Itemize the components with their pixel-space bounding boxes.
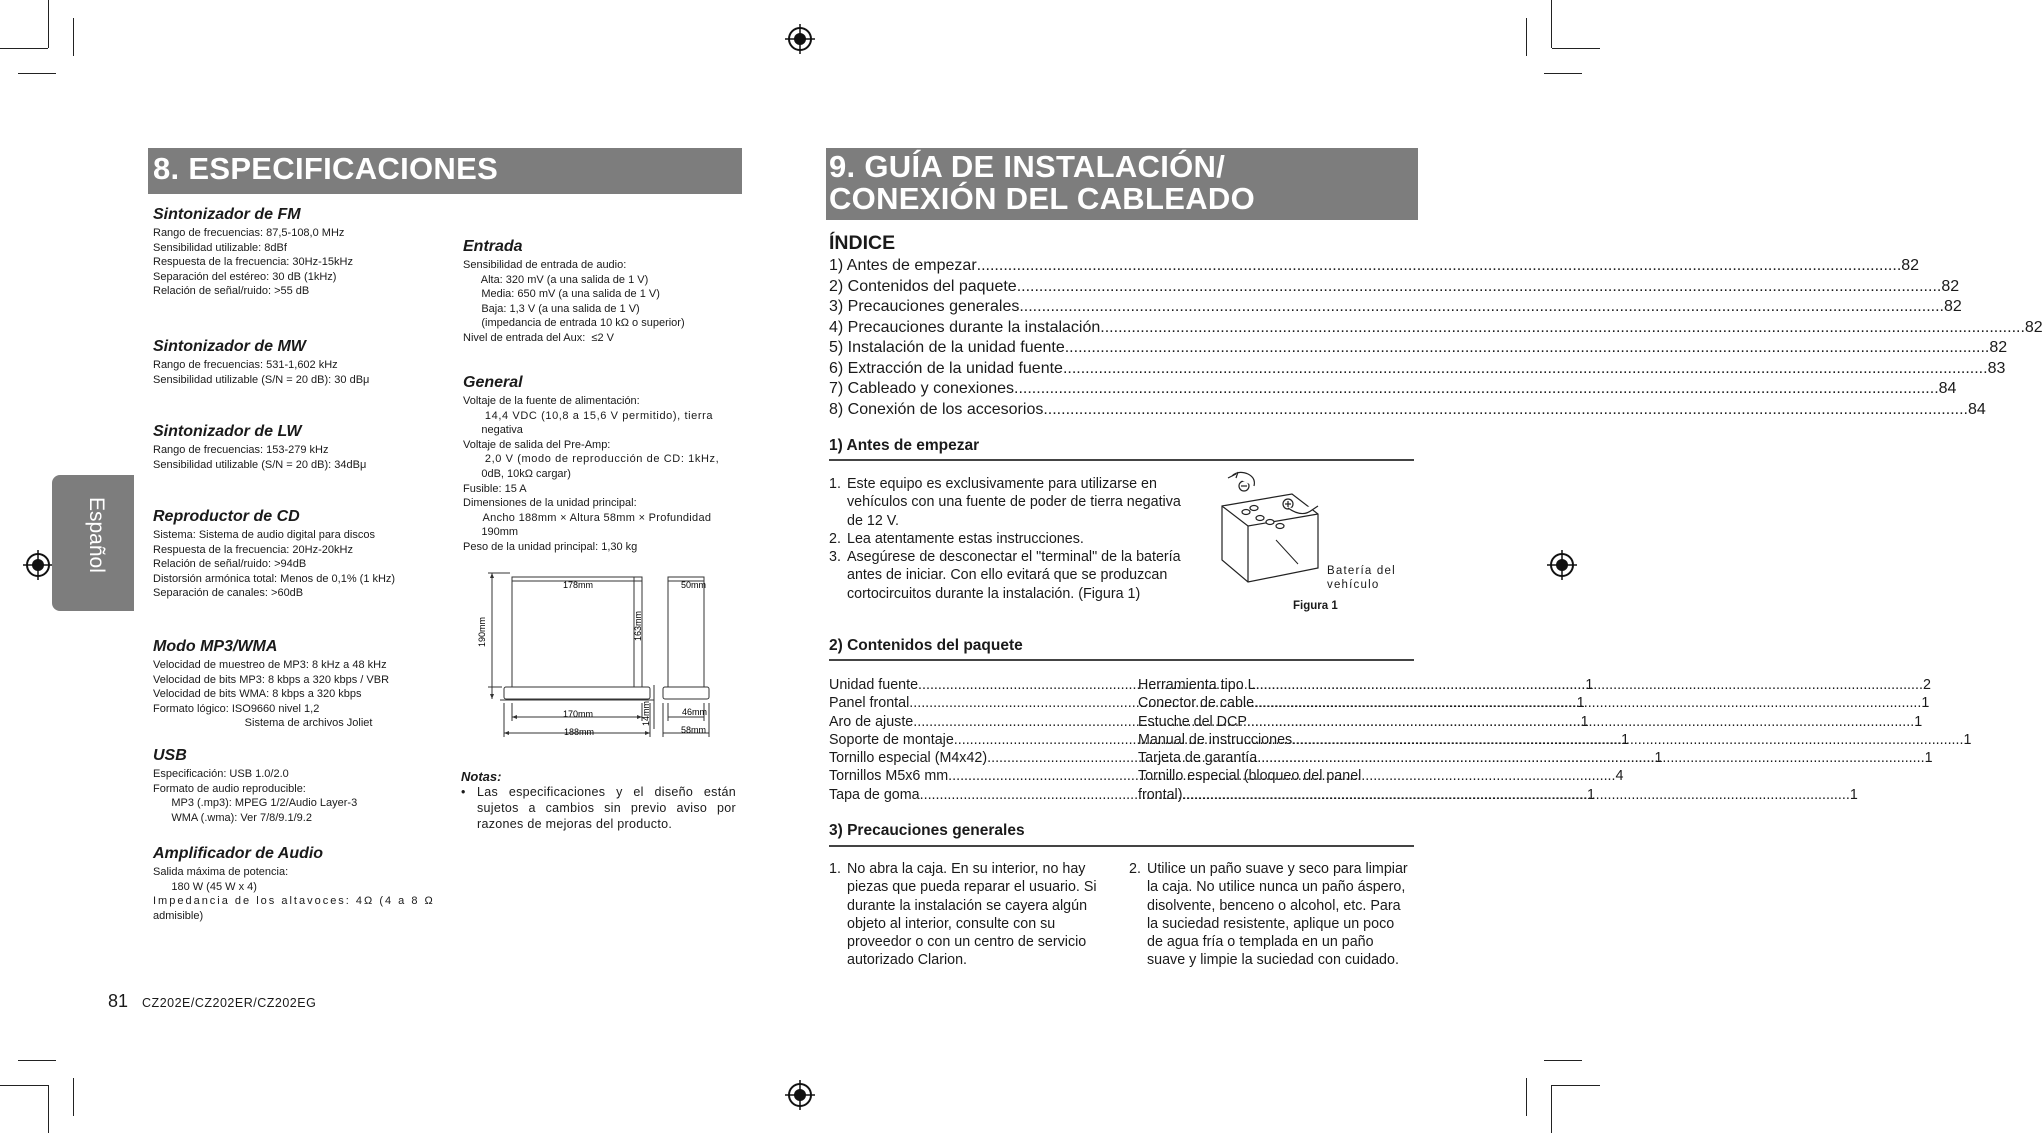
battery-illustration <box>1214 468 1324 608</box>
dim-label-14: 14mm <box>641 700 651 726</box>
spec-line: Respuesta de la frecuencia: 20Hz-20kHz <box>153 543 353 556</box>
spec-line: Formato lógico: ISO9660 nivel 1,2 <box>153 702 320 715</box>
spec-line: Rango de frecuencias: 87,5-108,0 MHz <box>153 227 345 239</box>
spec-line: Sensibilidad de entrada de audio: <box>463 259 627 271</box>
spec-line: negativa <box>463 424 523 437</box>
spec-heading: Sintonizador de MW <box>153 338 306 355</box>
package-item: Tarjeta de garantía ..... 1 <box>1138 749 1410 767</box>
package-item: Soporte de montaje ..... 1 <box>829 731 1102 749</box>
spec-line: Respuesta de la frecuencia: 30Hz-15kHz <box>153 256 353 269</box>
side-tab-label: Español <box>85 497 108 573</box>
index-item: 1) Antes de empezar ..... 82 <box>829 256 1323 277</box>
dim-label-170: 170mm <box>563 709 594 719</box>
spec-line: Velocidad de bits WMA: 8 kbps a 320 kbps <box>153 688 362 701</box>
section-title-contenidos: 2) Contenidos del paquete <box>829 637 1023 654</box>
spec-line: Especificación: USB 1.0/2.0 <box>153 768 289 780</box>
package-item: Tapa de goma ..... 1 <box>829 786 1102 804</box>
spec-line: Rango de frecuencias: 153-279 kHz <box>153 444 329 456</box>
spec-line: 14,4 VDC (10,8 a 15,6 V permitido), tierra <box>463 409 714 422</box>
spec-line: Nivel de entrada del Aux: ≤2 V <box>463 331 614 344</box>
spec-block-mp3 <box>153 638 389 731</box>
registration-mark-top <box>785 24 815 54</box>
spec-block-usb <box>153 747 357 825</box>
spec-block-mw <box>153 338 369 387</box>
spec-line: Relación de señal/ruido: >55 dB <box>153 285 310 298</box>
index-item: 3) Precauciones generales ..... 82 <box>829 297 1323 318</box>
spec-line: Formato de audio reproducible: <box>153 782 306 795</box>
index-item: 4) Precauciones durante la instalación ..... 82 <box>829 318 1323 339</box>
section-rule <box>829 459 1414 461</box>
section-title-antes: 1) Antes de empezar <box>829 437 980 454</box>
spec-heading: Reproductor de CD <box>153 508 300 525</box>
specs-banner <box>148 148 742 194</box>
dim-label-163: 163mm <box>633 610 643 641</box>
install-title-line1: 9. GUÍA DE INSTALACIÓN/ <box>829 149 1226 184</box>
spec-heading: Entrada <box>463 238 523 255</box>
install-banner <box>826 148 1418 220</box>
spec-line: Velocidad de bits MP3: 8 kbps a 320 kbps / VBR <box>153 673 390 686</box>
package-item: Panel frontal ..... 1 <box>829 694 1102 712</box>
spec-line: Sistema: Sistema de audio digital para discos <box>153 529 375 541</box>
spec-line: Alta: 320 mV (a una salida de 1 V) <box>463 273 649 286</box>
page-number: 81 <box>108 991 129 1011</box>
index-item: 5) Instalación de la unidad fuente ..... 82 <box>829 338 1323 359</box>
package-item: Tornillo especial (M4x42) ..... 1 <box>829 749 1102 767</box>
spec-line: Voltaje de la fuente de alimentación: <box>463 395 640 407</box>
list-item: 2. Lea atentamente estas instrucciones. <box>829 530 1084 547</box>
spec-heading: Sintonizador de FM <box>153 206 301 223</box>
battery-label: Batería del vehículo <box>1327 565 1396 591</box>
package-item: Unidad fuente ..... 1 <box>829 676 1102 694</box>
spec-line: admisible) <box>153 909 204 922</box>
package-item: Manual de instrucciones. ..... 1 <box>1138 731 1410 749</box>
spec-line: Baja: 1,3 V (a una salida de 1 V) <box>463 302 640 315</box>
dim-label-188: 188mm <box>564 727 595 737</box>
list-item: 1. No abra la caja. En su interior, no hay piezas que pueda reparar el usuario. Si durante la instalación se cayera algún objeto al interior, consulte con su proveedor o con un centro de servicio autorizado Clarion. <box>829 861 1097 969</box>
index-item: 8) Conexión de los accesorios ..... 84 <box>829 400 1323 421</box>
spec-line: MP3 (.mp3): MPEG 1/2/Audio Layer-3 <box>153 797 358 810</box>
index-title: ÍNDICE <box>829 232 896 254</box>
spec-line: Sensibilidad utilizable: 8dBf <box>153 241 287 254</box>
spec-block-general <box>463 374 719 555</box>
index-item: 2) Contenidos del paquete ..... 82 <box>829 277 1323 298</box>
section-rule <box>829 845 1414 847</box>
package-item: Conector de cable ..... 1 <box>1138 694 1410 712</box>
registration-mark-right <box>1547 550 1577 580</box>
package-item: Tornillo especial (bloqueo del panel <box>1138 768 1362 785</box>
dim-label-46: 46mm <box>682 707 708 717</box>
spec-line: Rango de frecuencias: 531-1,602 kHz <box>153 359 338 371</box>
unit-dimension-drawing <box>477 567 734 761</box>
dim-label-50: 50mm <box>681 580 707 590</box>
spec-line: Distorsión armónica total: Menos de 0,1% (1 kHz) <box>153 572 396 585</box>
package-item: Aro de ajuste ..... 1 <box>829 713 1102 731</box>
spec-line: Separación de canales: >60dB <box>153 587 304 600</box>
registration-mark-left <box>23 550 53 580</box>
spec-heading: Amplificador de Audio <box>153 845 324 862</box>
index-list <box>829 256 2043 420</box>
spec-line: Velocidad de muestreo de MP3: 8 kHz a 48 kHz <box>153 659 387 671</box>
list-item: 1. Este equipo es exclusivamente para utilizarse en vehículos con una fuente de poder de tierra negativa de 12 V. <box>829 476 1181 529</box>
spec-line: 0dB, 10kΩ cargar) <box>463 467 571 480</box>
spec-heading: Modo MP3/WMA <box>153 638 278 655</box>
spec-line: Relación de señal/ruido: >94dB <box>153 558 307 571</box>
spec-block-lw <box>153 423 366 472</box>
notes-item <box>461 784 736 832</box>
spec-line: Sistema de archivos Joliet <box>153 717 373 730</box>
spec-line: Separación del estéreo: 30 dB (1kHz) <box>153 270 337 283</box>
package-item: Herramienta tipo L ..... 2 <box>1138 676 1410 694</box>
spec-line: Fusible: 15 A <box>463 482 527 495</box>
spec-block-cd <box>153 508 395 601</box>
precauciones-col-2 <box>1129 860 1409 970</box>
spec-heading: Sintonizador de LW <box>153 423 302 440</box>
spec-line: Salida máxima de potencia: <box>153 866 289 878</box>
spec-line: Impedancia de los altavoces: 4Ω (4 a 8 Ω <box>153 895 435 908</box>
package-item: Tornillos M5x6 mm ..... 4 <box>829 767 1102 785</box>
spec-line: (impedancia de entrada 10 kΩ o superior) <box>463 317 685 330</box>
dim-label-178: 178mm <box>563 580 594 590</box>
spec-line: WMA (.wma): Ver 7/8/9.1/9.2 <box>153 811 312 824</box>
spec-line: 180 W (45 W x 4) <box>153 880 257 893</box>
model-number: CZ202E/CZ202ER/CZ202EG <box>142 996 317 1010</box>
dim-label-190: 190mm <box>477 616 487 647</box>
spec-line: Voltaje de salida del Pre-Amp: <box>463 438 611 451</box>
spec-heading: USB <box>153 747 187 764</box>
spec-heading: General <box>463 374 523 391</box>
section-title-precauciones: 3) Precauciones generales <box>829 822 1025 839</box>
spec-block-amp <box>153 845 435 923</box>
list-item: 3. Asegúrese de desconectar el "terminal" de la batería antes de iniciar. Con ello evitará que se produzcan cortocircuitos durante la instalación. (Figura 1) <box>829 549 1181 602</box>
notes-heading: Notas: <box>461 769 502 784</box>
bullet: • <box>461 785 466 799</box>
index-item: 7) Cableado y conexiones ..... 84 <box>829 379 1323 400</box>
precauciones-col-1 <box>829 860 1109 970</box>
package-item: frontal) ..... 1 <box>1138 786 1410 804</box>
spec-block-fm <box>153 206 353 299</box>
specs-title: 8. ESPECIFICACIONES <box>153 151 499 186</box>
spec-line: Sensibilidad utilizable (S/N = 20 dB): 30 dBμ <box>153 373 370 386</box>
package-item: Estuche del DCP ..... 1 <box>1138 713 1410 731</box>
notes <box>461 769 736 832</box>
language-side-tab <box>52 475 134 611</box>
spec-line: 190mm <box>463 526 519 539</box>
list-item: 2. Utilice un paño suave y seco para limpiar la caja. No utilice nunca un paño áspero, disolvente, benceno o alcohol, etc. Para la suciedad resistente, aplique un poco de agua fría o templada en un paño suave y limpie la suciedad con cuidado. <box>1129 861 1408 969</box>
spec-block-entrada <box>463 238 685 346</box>
install-title-line2: CONEXIÓN DEL CABLEADO <box>829 181 1255 216</box>
spec-line: Ancho 188mm × Altura 58mm × Profundidad <box>463 511 712 524</box>
registration-mark-bottom <box>785 1080 815 1110</box>
page-footer <box>108 991 316 1012</box>
spec-line: Media: 650 mV (a una salida de 1 V) <box>463 288 660 301</box>
spec-line: Dimensiones de la unidad principal: <box>463 497 637 510</box>
spec-line: 2,0 V (modo de reproducción de CD: 1kHz, <box>463 453 720 466</box>
section-antes-list <box>829 475 1184 603</box>
index-item: 6) Extracción de la unidad fuente ..... 83 <box>829 359 1323 380</box>
spec-line: Peso de la unidad principal: 1,30 kg <box>463 540 638 553</box>
notes-text: Las especificaciones y el diseño están sujetos a cambios sin previo aviso por razones de mejoras del producto. <box>477 785 736 831</box>
figure-caption: Figura 1 <box>1293 600 1338 612</box>
section-rule <box>829 659 1414 661</box>
spec-line: Sensibilidad utilizable (S/N = 20 dB): 34dBμ <box>153 458 367 471</box>
dim-label-58: 58mm <box>681 725 707 735</box>
